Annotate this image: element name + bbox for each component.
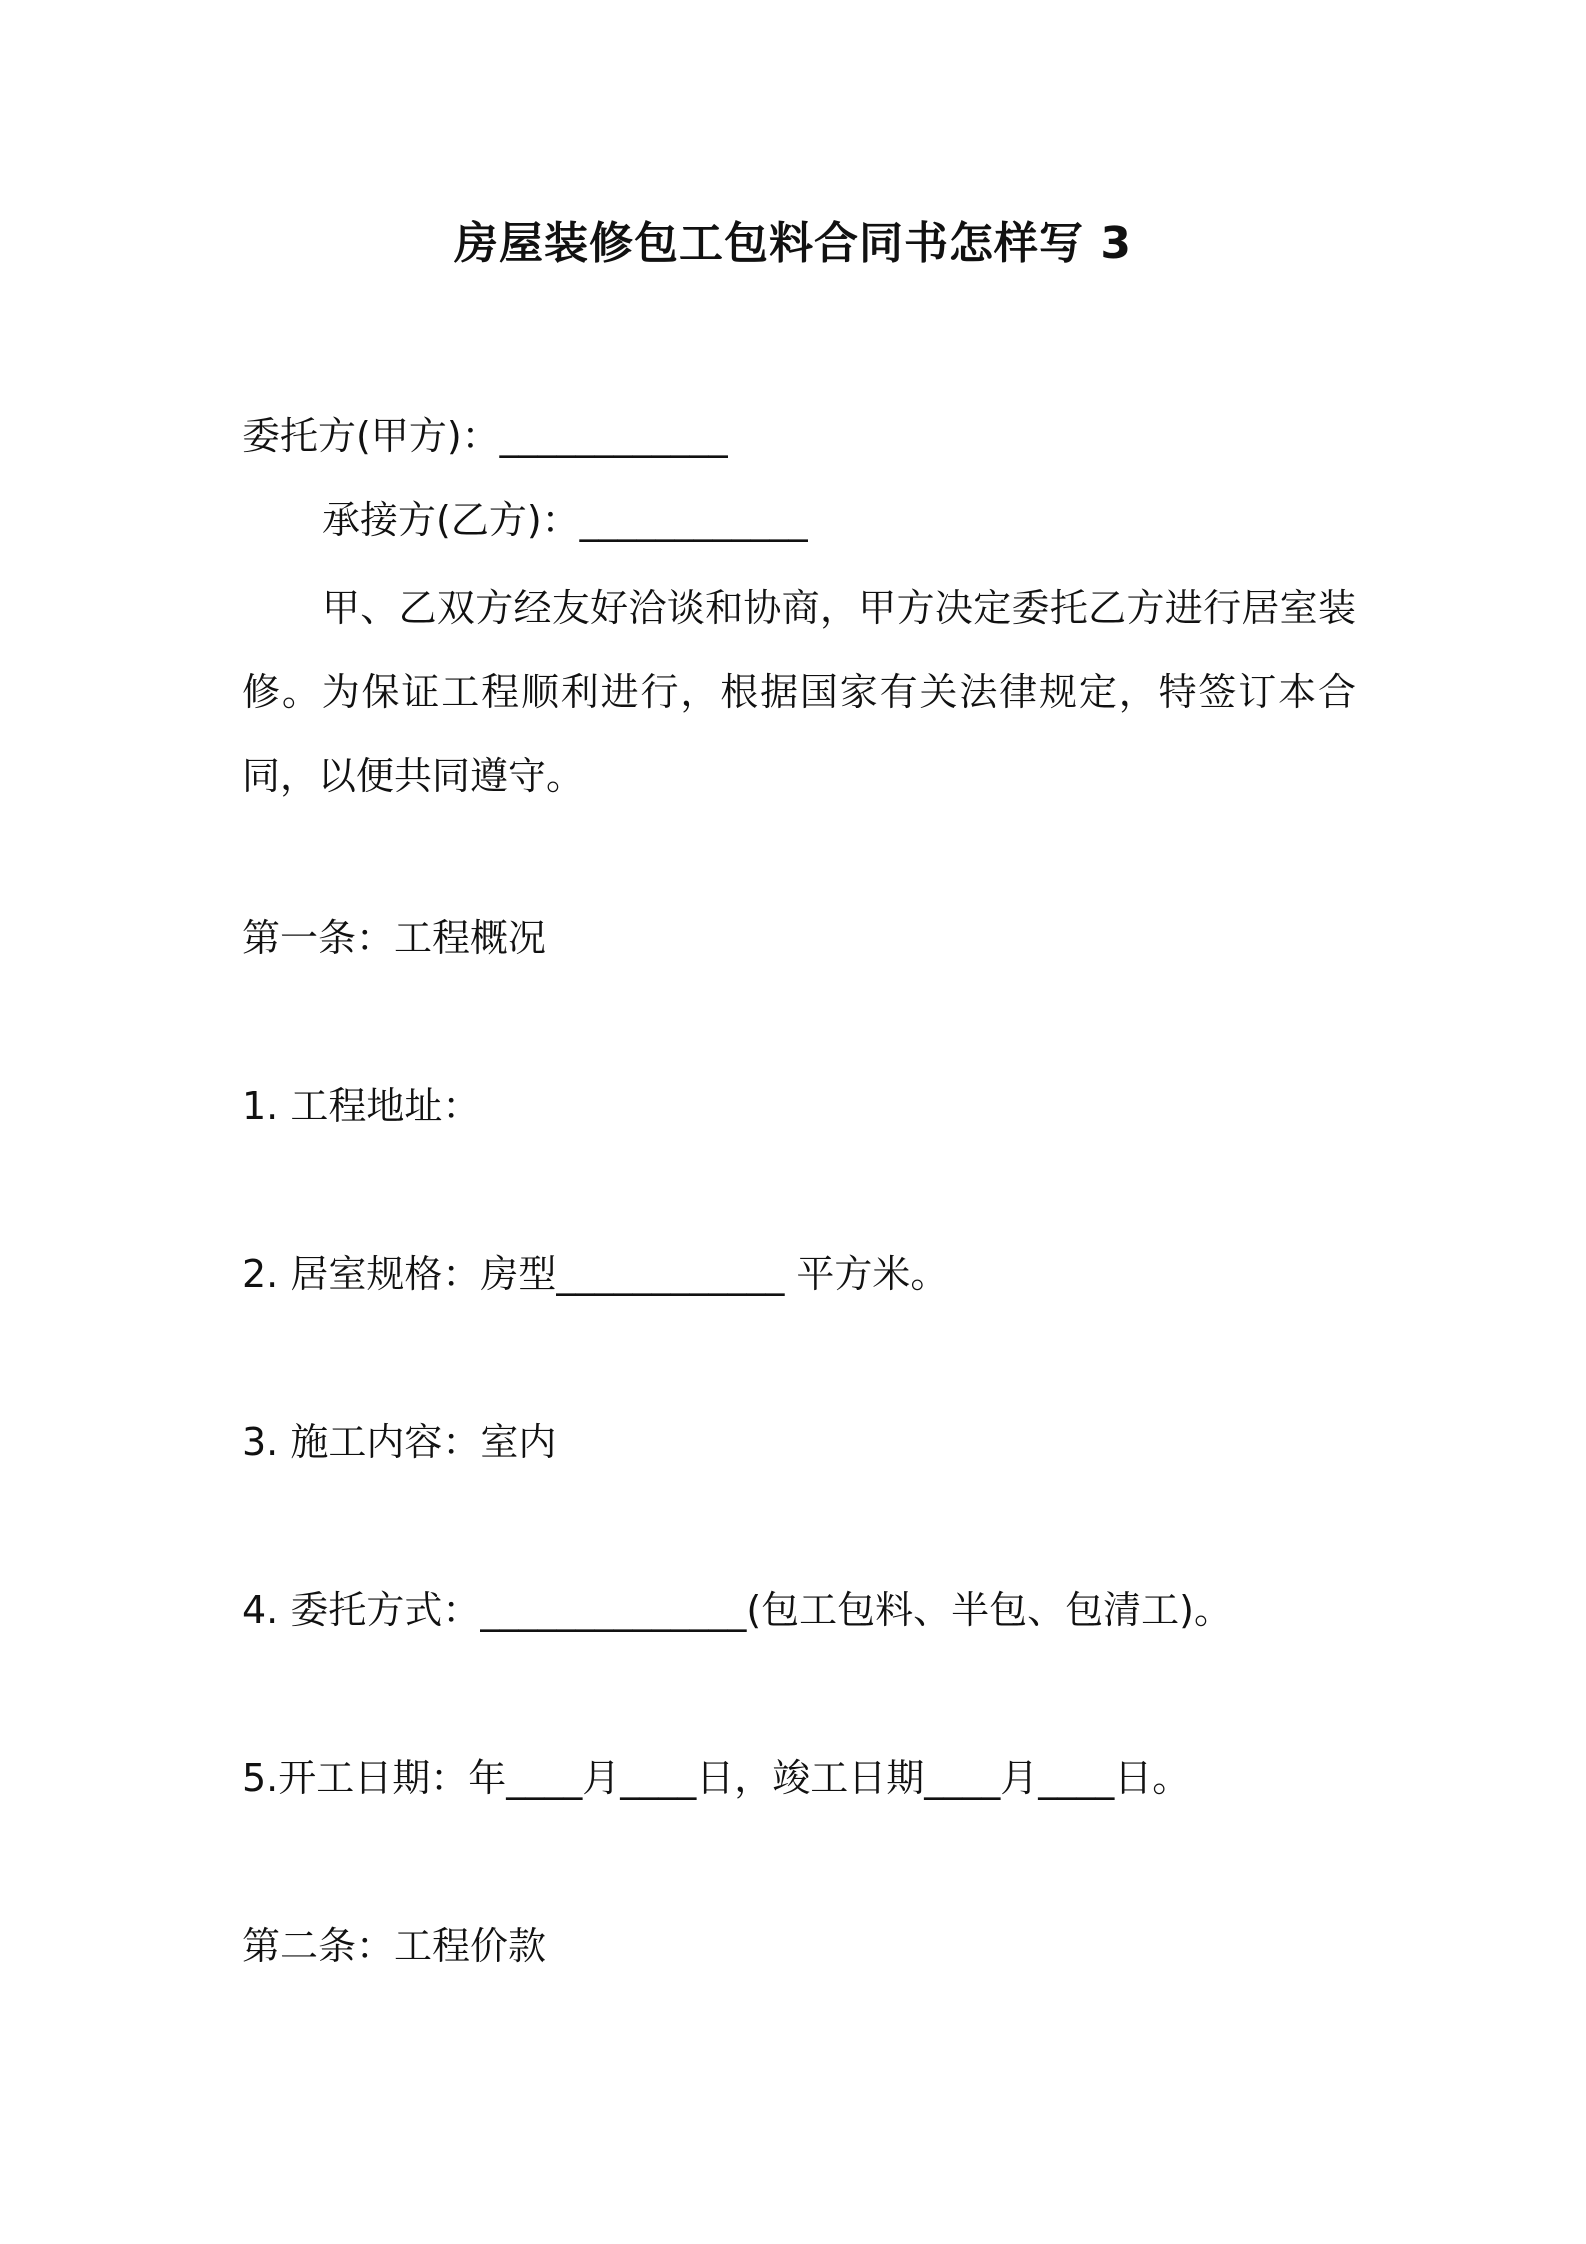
document-title: 房屋装修包工包料合同书怎样写 3 bbox=[454, 218, 1132, 269]
section-2-heading: 第二条：工程价款 bbox=[242, 1924, 547, 1968]
item-2-room-spec: 2. 居室规格：房型____________ 平方米。 bbox=[242, 1252, 949, 1296]
item-4-commission-method: 4. 委托方式：______________(包工包料、半包、包清工)。 bbox=[242, 1588, 1232, 1632]
item-5-dates: 5.开工日期：年____月____日，竣工日期____月____日。 bbox=[242, 1756, 1191, 1800]
party-b-line: 承接方(乙方)：____________ bbox=[322, 498, 808, 542]
item-3-construction-content: 3. 施工内容：室内 bbox=[242, 1420, 557, 1464]
party-a-line: 委托方(甲方)：____________ bbox=[242, 414, 728, 458]
section-1-heading: 第一条：工程概况 bbox=[242, 916, 547, 960]
item-1-project-address: 1. 工程地址： bbox=[242, 1084, 481, 1128]
intro-paragraph: 甲、乙双方经友好洽谈和协商，甲方决定委托乙方进行居室装修。为保证工程顺利进行，根据国家有关法律规定，特签订本合同，以便共同遵守。 bbox=[242, 586, 1356, 798]
